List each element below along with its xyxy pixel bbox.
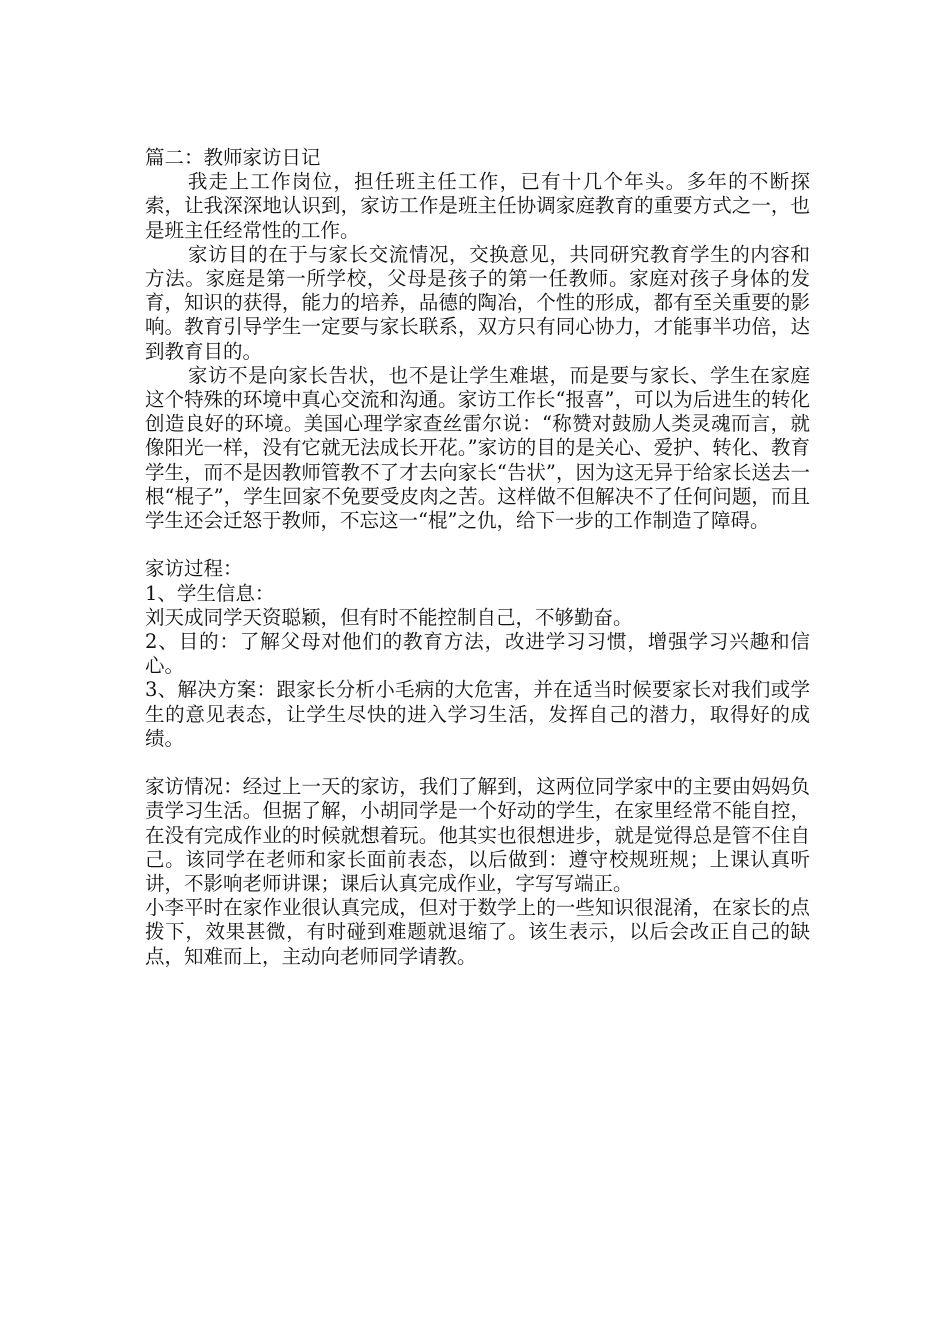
document-body: [145, 146, 810, 969]
intro-paragraph-3: 家访不是向家长告状，也不是让学生难堪，而是要与家长、学生在家庭这个特殊的环境中真心交流和沟通。家访工作长“报喜”，可以为后进生的转化创造良好的环境。美国心理学家查丝雷尔说：“称赞对鼓励人类灵魂而言，就像阳光一样，没有它就无法成长开花。”家访的目的是关心、爱护、转化、教育学生，而不是因教师管教不了才去向家长“告状”，因为这无异于给家长送去一根“棍子”，学生回家不免要受皮肉之苦。这样做不但解决不了任何问题，而且学生还会迁怒于教师，不忘这一“棍”之仇，给下一步的工作制造了障碍。: [145, 363, 810, 533]
intro-paragraph-1: 我走上工作岗位，担任班主任工作，已有十几个年头。多年的不断探索，让我深深地认识到，家访工作是班主任协调家庭教育的重要方式之一，也是班主任经常性的工作。: [145, 170, 810, 242]
situation-paragraph-2: 小李平时在家作业很认真完成，但对于数学上的一些知识很混淆，在家长的点拨下，效果甚微，有时碰到难题就退缩了。该生表示，以后会改正自己的缺点，知难而上，主动向老师同学请教。: [145, 896, 810, 968]
process-item-1-text: 刘天成同学天资聪颖，但有时不能控制自己，不够勤奋。: [145, 605, 633, 629]
process-heading: 家访过程：: [145, 557, 243, 581]
document-title: 篇二：教师家访日记: [145, 146, 321, 169]
blank-line: [145, 533, 810, 557]
process-item-2: 2、目的：了解父母对他们的教育方法，改进学习习惯，增强学习兴趣和信心。: [145, 630, 810, 678]
process-item-1-label: 1、学生信息：: [145, 581, 275, 605]
intro-paragraph-2: 家访目的在于与家长交流情况，交换意见，共同研究教育学生的内容和方法。家庭是第一所学校，父母是孩子的第一任教师。家庭对孩子身体的发育，知识的获得，能力的培养，品德的陶冶，个性的形成，都有至关重要的影响。教育引导学生一定要与家长联系，双方只有同心协力，才能事半功倍，达到教育目的。: [145, 242, 810, 363]
process-item-3: 3、解决方案：跟家长分析小毛病的大危害，并在适当时候要家长对我们或学生的意见表态，让学生尽快的进入学习生活，发挥自己的潜力，取得好的成绩。: [145, 678, 810, 750]
blank-line: [145, 751, 810, 775]
situation-paragraph-1: 家访情况：经过上一天的家访，我们了解到，这两位同学家中的主要由妈妈负责学习生活。但据了解，小胡同学是一个好动的学生，在家里经常不能自控，在没有完成作业的时候就想着玩。他其实也很想进步，就是觉得总是管不住自己。该同学在老师和家长面前表态，以后做到：遵守校规班规；上课认真听讲，不影响老师讲课；课后认真完成作业，字写写端正。: [145, 775, 810, 896]
